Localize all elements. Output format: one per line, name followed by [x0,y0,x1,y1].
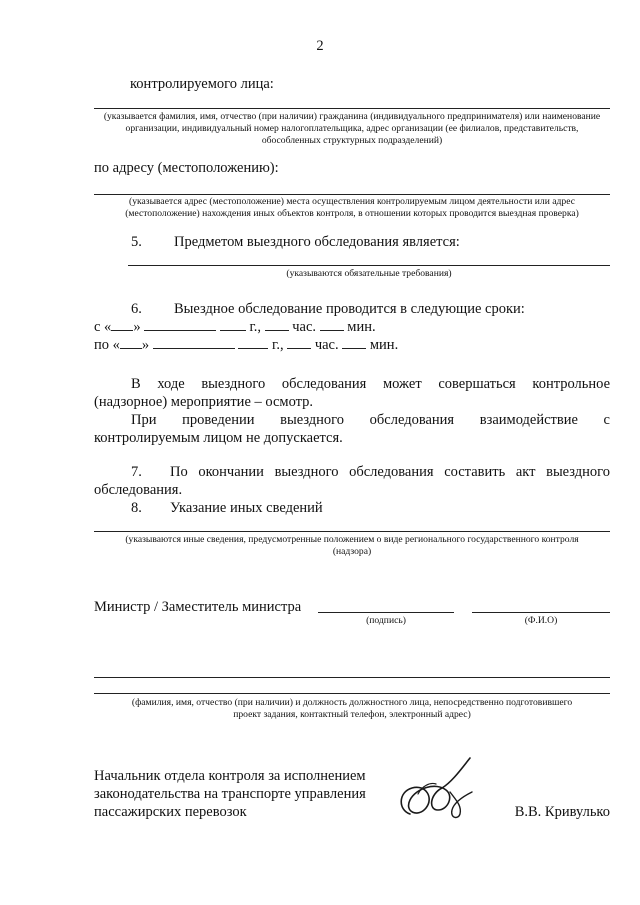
month-to-field[interactable] [153,336,235,349]
item7-number: 7. [131,464,142,480]
paragraph-interaction-line2: контролируемым лицом не допускается. [94,430,343,446]
item6-number: 6. [131,301,142,317]
paragraph-inspection-line1: В ходе выездного обследования может совершаться контрольное [131,376,610,392]
date-to-quote: » [141,337,150,353]
address-label: по адресу (местоположению): [94,160,279,176]
footer-position-line1: Начальник отдела контроля за исполнением [94,768,366,784]
year-from-suffix: г., [249,319,261,335]
item8-number: 8. [131,500,142,516]
hour-to-label: час. [314,337,339,353]
year-to-suffix: г., [272,337,284,353]
item5-line [128,265,610,266]
fio-caption: (Ф.И.О) [524,615,558,626]
controlled-person-line [94,108,610,109]
date-from-prefix: с « [94,319,112,335]
item5-number: 5. [131,234,142,250]
hour-from-field[interactable] [265,318,289,331]
minister-role: Министр / Заместитель министра [94,599,302,615]
footer-name: В.В. Кривулько [514,804,610,820]
fio-line [472,612,610,613]
day-to-field[interactable] [120,336,142,349]
preparer-line1 [94,677,610,678]
month-from-field[interactable] [144,318,216,331]
minute-to-label: мин. [369,337,399,353]
item5-hint: (указываются обязательные требования) [286,268,452,279]
address-hint: (указывается адрес (местоположение) места осуществления контролируемым лицом деятельности или адрес (местоположение) нахождения иных объектов контроля, в отношении которых проводится выездная проверка) [125,196,579,219]
footer-position-line2: законодательства на транспорте управления [94,786,366,802]
item8-hint-line2: (надзора) [332,546,372,557]
day-from-field[interactable] [111,318,133,331]
date-from-quote: » [133,319,141,335]
item8-line [94,531,610,532]
date-to-row [94,336,398,354]
preparer-hint-line1: (фамилия, имя, отчество (при наличии) и должность должностного лица, непосредственно подготовившего [131,697,573,708]
item8-hint-line1: (указываются иные сведения, предусмотренные положением о виде регионального государственного контроля [125,534,579,545]
date-to-prefix: по « [94,337,120,353]
minute-from-field[interactable] [320,318,344,331]
minute-from-label: мин. [347,319,376,335]
address-line [94,194,610,195]
paragraph-inspection-line2: (надзорное) мероприятие – осмотр. [94,394,314,410]
item8-text: Указание иных сведений [170,500,323,516]
controlled-person-label: контролируемого лица: [130,76,274,92]
footer-position-line3: пассажирских перевозок [94,804,247,820]
item5-text: Предметом выездного обследования является: [174,234,460,250]
preparer-line2 [94,693,610,694]
handwritten-signature [390,752,490,830]
minute-to-field[interactable] [342,336,366,349]
year-from-field[interactable] [220,318,246,331]
year-to-field[interactable] [238,336,268,349]
item7-line2: обследования. [94,482,183,498]
hour-from-label: час. [292,319,317,335]
date-from-row [94,318,376,336]
preparer-hint-line2: проект задания, контактный телефон, электронный адрес) [233,709,471,720]
paragraph-interaction-line1: При проведении выездного обследования взаимодействие с [131,412,610,428]
item6-text: Выездное обследование проводится в следующие сроки: [174,301,525,317]
signature-caption: (подпись) [366,615,406,626]
controlled-person-hint: (указывается фамилия, имя, отчество (при наличии) гражданина (индивидуального предпринимателя) или наименование организации, индивидуальный номер налогоплательщика, адрес организации (ее филиалов, представительств, обособленных структурных подразделений) [103,111,601,146]
signature-line [318,612,454,613]
page-number: 2 [316,38,324,54]
item7-line1: По окончании выездного обследования составить акт выездного [170,464,610,480]
hour-to-field[interactable] [287,336,311,349]
